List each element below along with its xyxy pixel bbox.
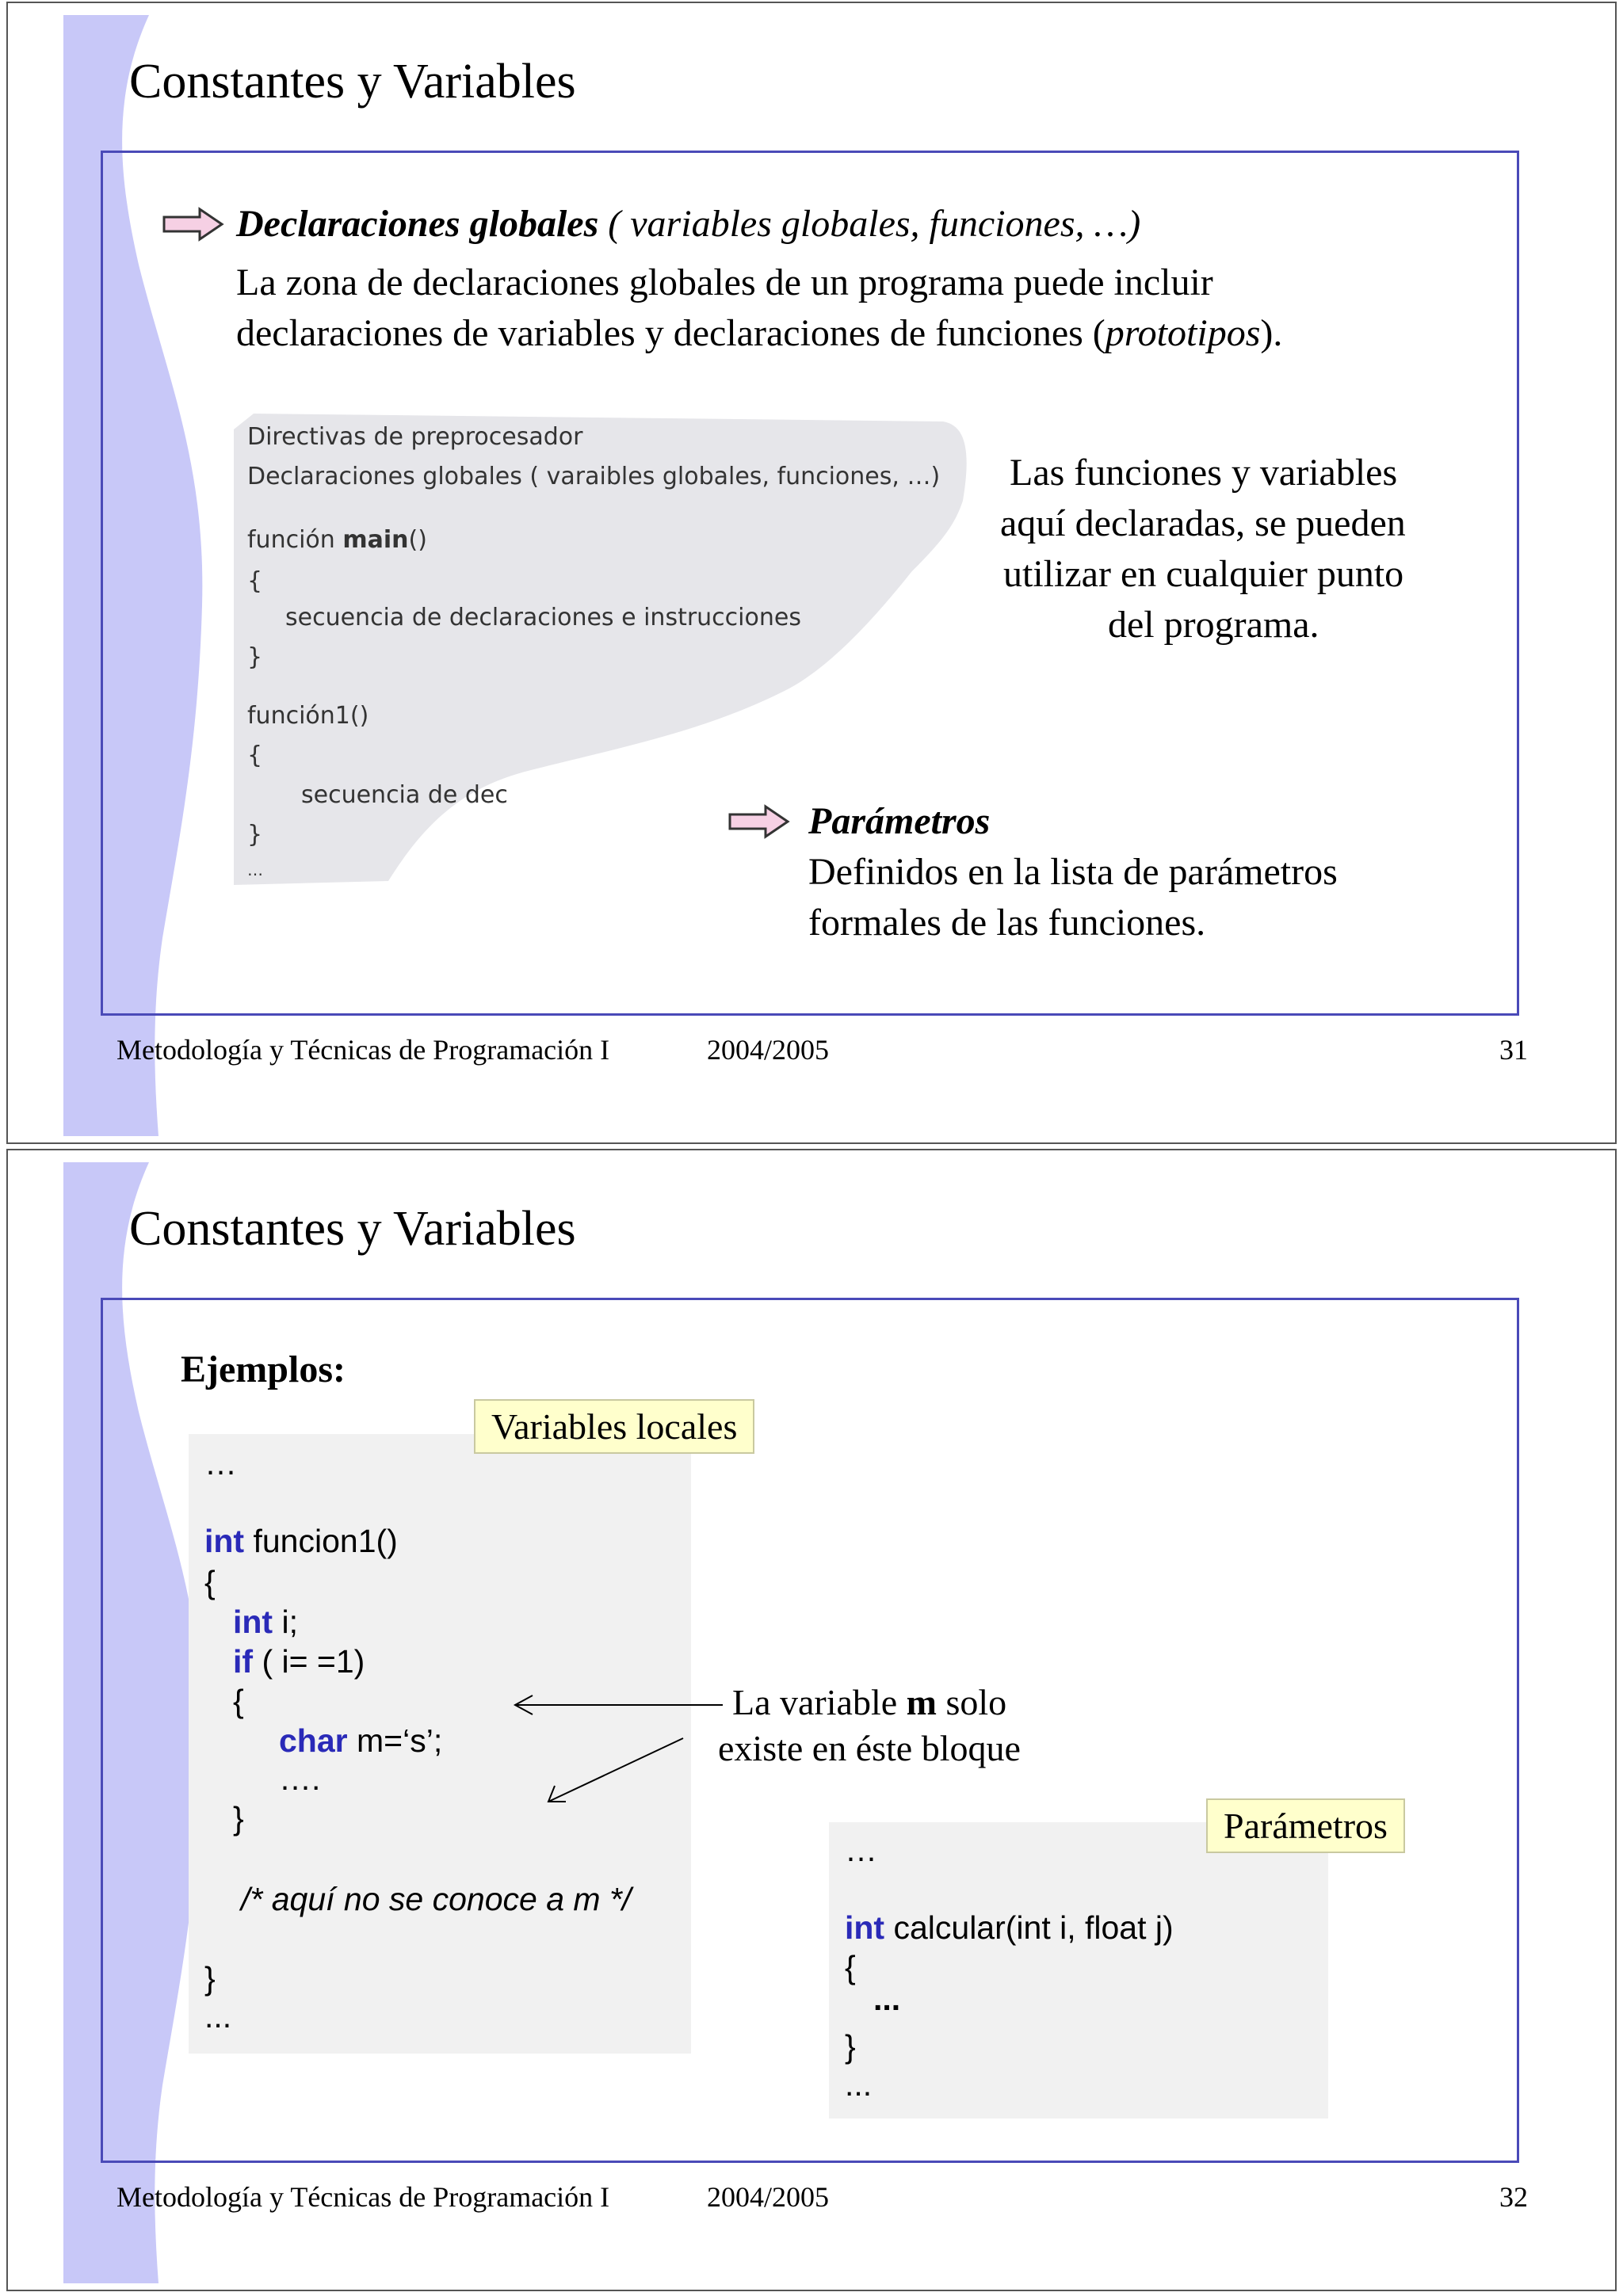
params-line-2: formales de las funciones. [808,902,1206,944]
slide-32 [6,1149,1617,2291]
code-close-brace: } [845,2028,856,2065]
arrow-bullet-icon [727,803,791,840]
code-dots: …. [279,1760,321,1797]
tag-variables-locales: Variables locales [474,1399,754,1454]
tag-parametros: Parámetros [1206,1798,1405,1853]
globals-heading: Declaraciones globales ( variables globales, funciones, …) [236,203,1141,245]
code-line-open-brace: { [247,567,263,595]
code-open-brace-2: { [233,1683,244,1719]
globals-text-line-1: La zona de declaraciones globales de un programa puede incluir [236,261,1213,303]
globals-text-line-2: declaraciones de variables y declaraciones de funciones (prototipos). [236,312,1283,354]
code-body-dots: ... [873,1981,901,2017]
code-ellipsis-top: … [845,1832,877,1868]
arrow-bullet-icon [162,206,225,242]
code-open-brace: { [845,1949,856,1985]
code-line-funcion1: int funcion1() [204,1523,398,1559]
code-line-ellipsis: … [247,860,263,879]
footer-page-number: 31 [1499,1034,1528,1066]
note-line-1: Las funciones y variables [1010,452,1398,494]
code-ellipsis-bottom: ... [204,1998,232,2035]
code-line-funcion1-body: secuencia de dec [301,781,508,809]
pointer-arrows [507,1689,729,1808]
slide-31 [6,2,1617,1144]
code-ellipsis-bottom: ... [845,2066,873,2103]
params-line-1: Definidos en la lista de parámetros [808,851,1338,893]
code-close-brace-2: } [233,1800,244,1836]
note-line-4: del programa. [1108,604,1319,646]
code-line-global-decls: Declaraciones globales ( varaibles globales, funciones, …) [247,463,941,490]
note-line-2: existe en éste bloque [718,1728,1021,1768]
examples-label: Ejemplos: [181,1348,346,1390]
code-ellipsis-top: … [204,1445,237,1482]
code-line-close-brace-2: } [247,821,263,849]
code-line-calcular: int calcular(int i, float j) [845,1909,1174,1946]
slide-title: Constantes y Variables [129,1202,576,1256]
code-line-main-body: secuencia de declaraciones e instrucciones [285,604,801,631]
note-line-2: aquí declaradas, se pueden [1000,502,1406,544]
code-line-open-brace-2: { [247,742,263,769]
code-line-directives: Directivas de preprocesador [247,423,583,451]
slide-title: Constantes y Variables [129,55,576,109]
note-line-3: utilizar en cualquier punto [1003,553,1404,595]
code-line-int-i: int i; [233,1604,298,1640]
code-line-if: if ( i= =1) [233,1643,365,1680]
footer-year: 2004/2005 [707,1034,830,1066]
code-line-char: char m=‘s’; [279,1722,443,1759]
code-open-brace: { [204,1564,216,1600]
code-line-close-brace: } [247,643,263,671]
code-line-funcion1: función1() [247,702,369,730]
code-block-params [829,1822,1328,2119]
code-line-main: función main() [247,526,427,554]
code-close-brace: } [204,1960,216,1997]
footer-year: 2004/2005 [707,2181,830,2213]
footer-course: Metodología y Técnicas de Programación I [116,2181,610,2213]
note-line-1: La variable m solo [732,1682,1007,1722]
footer-page-number: 32 [1499,2181,1528,2213]
footer-course: Metodología y Técnicas de Programación I [116,1034,610,1066]
code-comment: /* aquí no se conoce a m */ [241,1881,632,1917]
params-heading: Parámetros [808,800,991,842]
